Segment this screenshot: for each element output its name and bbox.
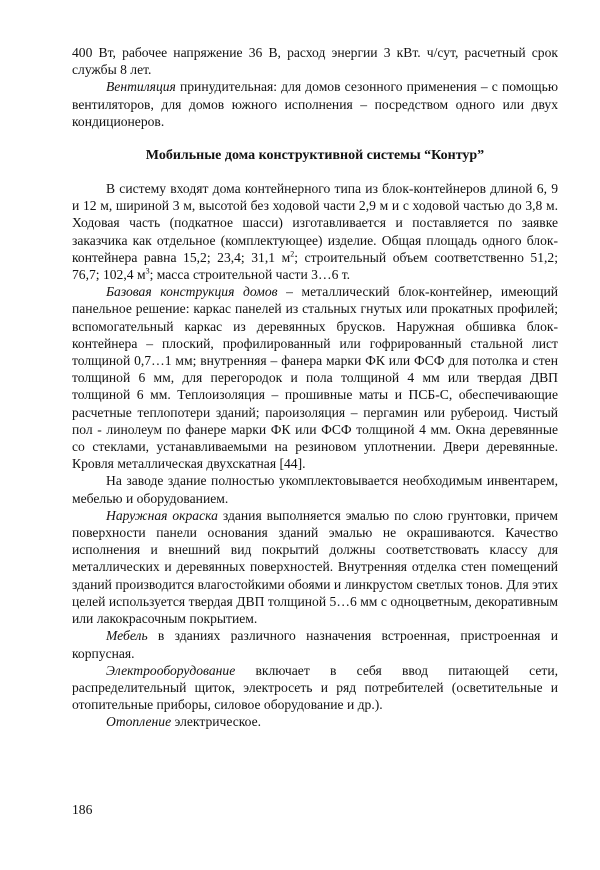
term-heating: Отопление <box>106 714 172 730</box>
paragraph-base-construction: Базовая конструкция домов – металлический блок-контейнер, имеющий панельное решение: каркас панелей из стальных гнутых или прокатных профилей; вспомогательный каркас из деревянных брусков. Наружная обшивка блок-контейнера – плоский, профилированный или гофрированный стальной лист толщиной 0,7…1 мм; внутренняя – фанера марки ФК или ФСФ для потолка и стен толщиной 6 мм, для перегородок и пола толщиной 4 мм или твердая ДВП толщиной 6 мм. Теплоизоляция – прошивные маты и ПСБ-С, обеспечивающие расчетные теплопотери зданий; пароизоляция – пергамин или рубероид. Чистый пол - линолеум по фанере марки ФК или ФСФ толщиной 4 мм. Окна деревянные со стеклами, устанавливаемыми на резиновом уплотнении. Двери деревянные. Кровля металлическая двухскатная [44]. <box>72 284 558 472</box>
paragraph-furniture: Мебель в зданиях различного назначения встроенная, пристроенная и корпусная. <box>72 628 558 661</box>
paragraph-electric: Электрооборудование включает в себя ввод питающей сети, распределительный щиток, электросеть и ряд потребителей (осветительные и отопительные приборы, силовое оборудование и др.). <box>72 662 558 713</box>
term-paint: Наружная окраска <box>106 507 218 523</box>
paragraph-factory: На заводе здание полностью укомплектовывается необходимым инвентарем, мебелью и оборудованием. <box>72 473 558 506</box>
paragraph-paint: Наружная окраска здания выполняется эмалью по слою грунтовки, причем поверхности панели основания зданий эмалью не окрашиваются. Качество исполнения и внешний вид покрытий должны соответствовать классу для металлических и деревянных поверхностей. Внутренняя отделка стен помещений зданий производится влагостойкими обоями и линкрустом светлых тонов. Для этих целей используется твердая ДВП толщиной 5…6 мм с одноцветным, декоративным или лакокрасочным покрытием. <box>72 507 558 627</box>
paragraph-heating: Отопление электрическое. <box>106 714 262 730</box>
term-base-construction: Базовая конструкция домов <box>106 284 278 300</box>
term-electric: Электрооборудование <box>106 662 236 678</box>
paragraph-ventilation: Вентиляция принудительная: для домов сезонного применения – с помощью вентиляторов, для домов южного исполнения – посредством одного или двух кондиционеров. <box>72 79 558 129</box>
page-number: 186 <box>72 802 93 817</box>
paragraph-power: 400 Вт, рабочее напряжение 36 В, расход энергии 3 кВт. ч/сут, расчетный срок службы 8 лет. <box>72 45 558 78</box>
term-furniture: Мебель <box>106 628 148 644</box>
term-ventilation: Вентиляция <box>106 79 176 95</box>
section-heading: Мобильные дома конструктивной системы “Контур” <box>145 148 485 164</box>
paragraph-intro: В систему входят дома контейнерного типа из блок-контейнеров длиной 6, 9 и 12 м, шириной 3 м, высотой без ходовой части 2,9 м и с ходовой частью до 3,8 м. Ходовая часть (подкатное шасси) изготавливается и поставляется по заявке заказчика как отдельное (комплектующее) изделие. Общая площадь одного блок-контейнера равна 15,2; 23,4; 31,1 $м^2$; строительный объем соответственно 51,2; 76,7; 102,4 $м^3$; масса строительной части 3…6 т. <box>72 181 558 283</box>
